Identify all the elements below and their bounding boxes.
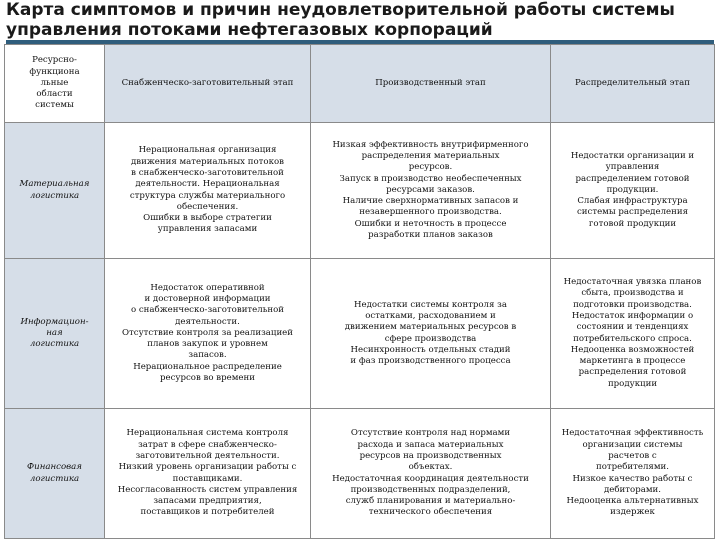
row-label-material: Материальная логистика [5,123,105,259]
symptoms-table [4,44,715,539]
table-cell: Недостаточная увязка планов сбыта, производства и подготовки производства. Недостаток информации о состоянии и тенденциях потребительского спроса. Недооценка возможностей маркетинга в процессе распределения готовой продукции [551,259,715,409]
table-cell: Недостаток оперативной и достоверной информации о снабженческо-заготовительной деятельности. Отсутствие контроля за реализацией планов закупок и уровнем запасов. Нерациональное распределение ресурсов во времени [105,259,311,409]
table-cell: Нерациональная система контроля затрат в сфере снабженческо- заготовительной деятельности. Низкий уровень организации работы с поставщиками. Несогласованность систем управления запасами предприятия, поставщиков и потребителей [105,409,311,539]
table-cell: Нерациональная организация движения материальных потоков в снабженческо-заготовительной деятельности. Нерациональная структура службы материального обеспечения. Ошибки в выборе стратегии управления запасами [105,123,311,259]
table-header-row [5,45,715,123]
page-title: Карта симптомов и причин неудовлетворительной работы системы управления потоками нефтегазовых корпораций [6,0,675,40]
row-label-information: Информацион- ная логистика [5,259,105,409]
table-cell: Недостаточная эффективность организации системы расчетов с потребителями. Низкое качество работы с дебиторами. Недооценка альтернативных издержек [551,409,715,539]
row-label-financial: Финансовая логистика [5,409,105,539]
corner-header: Ресурсно- функциона льные области системы [5,45,105,123]
table-cell: Низкая эффективность внутрифирменного распределения материальных ресурсов. Запуск в производство необеспеченных ресурсами заказов. Наличие сверхнормативных запасов и незавершенного производства. Ошибки и неточность в процессе разработки планов заказов [311,123,551,259]
table-row [5,409,715,539]
column-header-distribution: Распределительный этап [551,45,715,123]
table-cell: Недостатки организации и управления распределением готовой продукции. Слабая инфраструктура системы распределения готовой продукции [551,123,715,259]
column-header-production: Производственный этап [311,45,551,123]
table-row [5,259,715,409]
table-cell: Отсутствие контроля над нормами расхода и запаса материальных ресурсов на производственных объектах. Недостаточная координация деятельности производственных подразделений, служб планирования и материально- технического обеспечения [311,409,551,539]
table-cell: Недостатки системы контроля за остатками, расходованием и движением материальных ресурсов в сфере производства Несинхронность отдельных стадий и фаз производственного процесса [311,259,551,409]
column-header-supply: Снабженческо-заготовительный этап [105,45,311,123]
table-row [5,123,715,259]
